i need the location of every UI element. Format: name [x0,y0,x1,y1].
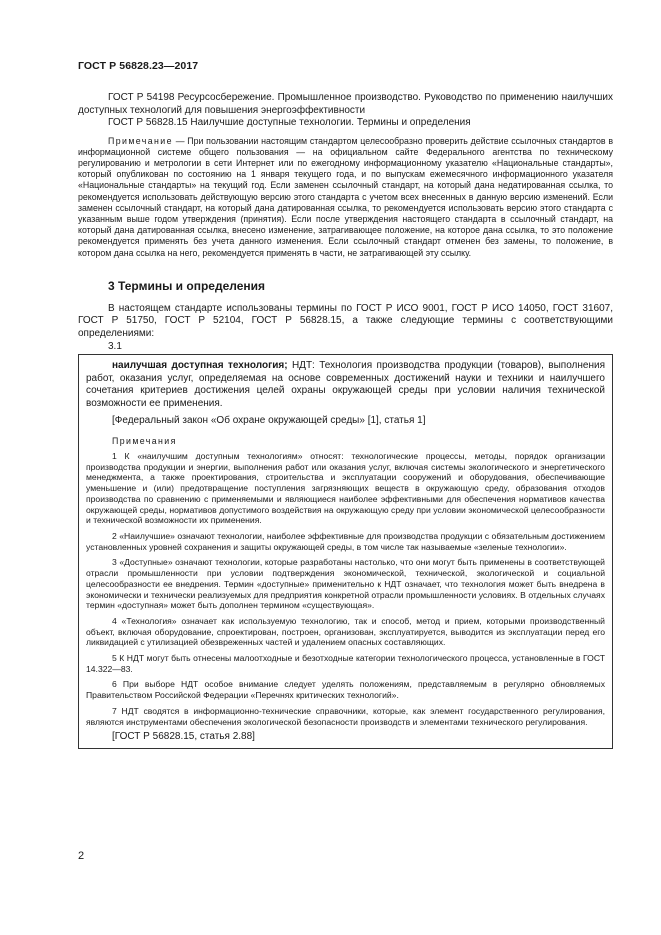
term-note-2: 2 «Наилучшие» означают технологии, наиболее эффективные для производства продукции с обязательным достижением установленных уровней сохранения и защиты окружающей среды, в том числе так называемые «зеленые технологии». [86,531,605,552]
term-notes-title: Примечания [112,436,177,447]
term-note-4: 4 «Технология» означает как используемую технологию, так и способ, метод и прием, которыми производственный объект, включая оборудование, спроектирован, построен, организован, эксплуатируется, выводится из эксплуатации перед его ликвидацией с утилизацией обезвреженных частей и удалением опасных составляющих. [86,615,605,648]
page-number: 2 [78,850,85,862]
document-header: ГОСТ Р 56828.23—2017 [78,60,199,72]
term-note-6: 6 При выборе НДТ особое внимание следует уделять положениям, представляемым в регулярно обновляемых Правительством Российской Федерации «Перечнях критических технологий». [86,679,605,701]
term-note-7: 7 НДТ сводятся в информационно-технические справочники, которые, как элемент государственного регулирования, являются инструментами обеспечения экологической безопасности производств и элементами технического регулирования. [86,705,605,727]
note-text: — При пользовании настоящим стандартом целесообразно проверить действие ссылочных стандартов в информационной системе общего пользования — на официальном сайте Федерального агентства по техническому регулированию и метрологии в сети Интернет или по ежегодному информационному указателю «Национальные стандарты», который опубликован по состоянию на 1 января текущего года, и по выпускам ежемесячного информационного указателя «Национальные стандарты» на текущий год. Если заменен ссылочный стандарт, на который дана недатированная ссылка, то рекомендуется использовать действующую версию этого стандарта с учетом всех внесенных в данную версию изменений. Если заменен ссылочный стандарт, на который дана датированная ссылка, то рекомендуется использовать версию этого стандарта с указанным выше годом утверждения (принятия). Если после утверждения настоящего стандарта в ссылочный стандарт, на который дана датированная ссылка, внесено изменение, затрагивающее положение, на которое дана ссылка, то это положение рекомендуется применять без учета данного изменения. Если ссылочный стандарт отменен без замены, то положение, в котором дана ссылка на него, рекомендуется применять в части, не затрагивающей эту ссылку. [78,135,613,258]
reference-gost-56828-15: ГОСТ Р 56828.15 Наилучшие доступные технологии. Термины и определения [108,117,471,128]
page-content [78,92,613,749]
references-note [78,136,613,259]
term-definition-box [78,354,613,749]
term-note-1: 1 К «наилучшим доступным технологиям» относят: технологические процессы, методы, порядок организации производства продукции и энергии, выполнения работ или оказания услуг, включая системы экологического и энергетического менеджмента, а также проектирования, строительства и эксплуатации сооружений и оборудования, обеспечивающие уменьшение и (или) предотвращение поступления загрязняющих веществ в окружающую среду, образования отходов производства по сравнению с применяемыми и являющиеся наиболее эффективными для обеспечения нормативов качества окружающей среды, нормативов допустимого воздействия на окружающую среду при условии экономической целесообразности и технической возможности их применения. [86,451,605,526]
term-source: [Федеральный закон «Об охране окружающей среды» [1], статья 1] [112,415,426,427]
term-name: наилучшая доступная технология; [112,360,288,372]
section-title: 3 Термины и определения [108,278,266,293]
term-note-5: 5 К НДТ могут быть отнесены малоотходные и безотходные категории технологического процесса, установленные в ГОСТ 14.322—83. [86,653,605,674]
term-note-3: 3 «Доступные» означают технологии, которые разработаны настолько, что они могут быть применены в соответствующей отрасли промышленности при условии подтверждения экономической, технической, экологической и социальной целесообразности ее внедрения. Термин «доступные» применительно к НДТ означает, что технология может быть внедрена в экономически и технически реализуемых для предприятия конкретной отрасли промышленности условиях. В отдельных случаях термин «доступная» может быть дополнен термином «существующая». [86,557,605,611]
term-definition [86,360,605,410]
term-definition-text: НДТ: Технология производства продукции (товаров), выполнения работ, оказания услуг, определяемая на основе современных достижений науки и техники и наилучшего сочетания критериев достижения целей охраны окружающей среды при условии наличия технической возможности ее применения. [86,360,605,409]
section-intro: В настоящем стандарте использованы термины по ГОСТ Р ИСО 9001, ГОСТ Р ИСО 14050, ГОСТ 31607, ГОСТ Р 51750, ГОСТ Р 52104, ГОСТ Р 56828.15, а также следующие термины с соответствующими определениями: [78,302,613,339]
term-source-gost: [ГОСТ Р 56828.15, статья 2.88] [112,731,255,743]
term-number: 3.1 [108,340,122,352]
reference-gost-54198: ГОСТ Р 54198 Ресурсосбережение. Промышленное производство. Руководство по применению наилучших доступных технологий для повышения энергоэффективности [78,92,613,116]
note-label: Примечание [108,135,173,146]
